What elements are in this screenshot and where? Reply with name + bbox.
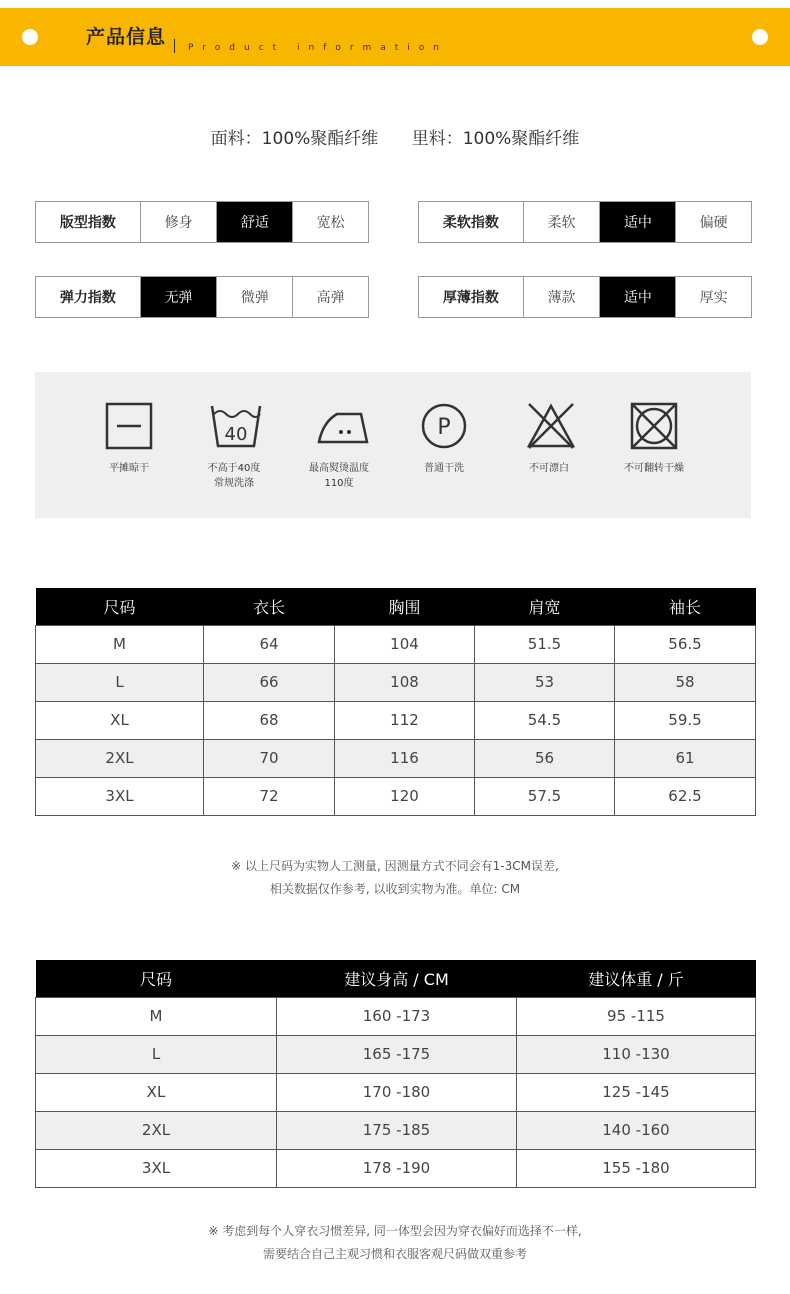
thickness-index-label: 厚薄指数 bbox=[442, 290, 499, 306]
thickness-option[interactable]: 薄款 bbox=[523, 277, 600, 317]
table-cell: L bbox=[36, 663, 204, 701]
lining-fabric: 里料：100%聚酯纤维 bbox=[411, 129, 580, 149]
elasticity-index bbox=[35, 276, 369, 318]
elasticity-option[interactable]: 微弹 bbox=[216, 277, 292, 317]
care-label: 不可翻转干燥 bbox=[624, 463, 684, 474]
banner-dot-left bbox=[22, 29, 38, 45]
softness-option[interactable]: 柔软 bbox=[523, 202, 600, 242]
table-cell: 116 bbox=[335, 739, 475, 777]
table-cell: 56 bbox=[475, 739, 615, 777]
fit-index-label: 版型指数 bbox=[59, 215, 116, 231]
table-row bbox=[36, 701, 756, 739]
dry-clean-p-icon bbox=[420, 402, 468, 450]
fit-index bbox=[35, 201, 369, 243]
svg-text:P: P bbox=[437, 415, 451, 440]
table-cell: 3XL bbox=[36, 777, 204, 815]
column-header: 建议体重 / 斤 bbox=[517, 960, 756, 997]
fit-option[interactable]: 舒适 bbox=[216, 202, 292, 242]
table-cell: 170 -180 bbox=[277, 1073, 517, 1111]
banner-dot-right bbox=[752, 29, 768, 45]
table-row bbox=[36, 1111, 756, 1149]
table-cell: XL bbox=[36, 1073, 277, 1111]
table-cell: 59.5 bbox=[615, 701, 756, 739]
title-separator bbox=[174, 39, 175, 53]
table-cell: 165 -175 bbox=[277, 1035, 517, 1073]
fabric-composition bbox=[0, 124, 790, 149]
table-header-row bbox=[36, 588, 756, 625]
care-label: 最高熨烫温度 110度 bbox=[309, 463, 369, 489]
table-cell: 104 bbox=[335, 625, 475, 663]
table-row bbox=[36, 739, 756, 777]
size-measurement-table bbox=[35, 588, 756, 816]
column-header: 衣长 bbox=[204, 588, 335, 625]
svg-text:40: 40 bbox=[224, 424, 248, 445]
table-cell: 66 bbox=[204, 663, 335, 701]
column-header: 胸围 bbox=[335, 588, 475, 625]
thickness-option[interactable]: 厚实 bbox=[675, 277, 751, 317]
table-cell: 120 bbox=[335, 777, 475, 815]
iron-icon bbox=[315, 402, 371, 450]
table-cell: 3XL bbox=[36, 1149, 277, 1187]
care-instructions bbox=[35, 372, 751, 518]
table-row bbox=[36, 1073, 756, 1111]
fit-note: ※ 考虑到每个人穿衣习惯差异, 同一体型会因为穿衣偏好而选择不一样, 需要结合自己主观习惯和衣服客观尺码做双重参考 bbox=[208, 1224, 582, 1261]
table-cell: 2XL bbox=[36, 739, 204, 777]
no-tumble-dry-icon bbox=[630, 402, 678, 450]
softness-option[interactable]: 偏硬 bbox=[675, 202, 751, 242]
table-cell: 64 bbox=[204, 625, 335, 663]
table-cell: 61 bbox=[615, 739, 756, 777]
table-cell: 51.5 bbox=[475, 625, 615, 663]
table-cell: 125 -145 bbox=[517, 1073, 756, 1111]
size-note: ※ 以上尺码为实物人工测量, 因测量方式不同会有1-3CM误差, 相关数据仅作参考, 以收到实物为准。单位: CM bbox=[231, 859, 559, 896]
thickness-index bbox=[418, 276, 752, 318]
care-label: 不高于40度 常规洗涤 bbox=[207, 463, 261, 489]
table-cell: 57.5 bbox=[475, 777, 615, 815]
table-row bbox=[36, 625, 756, 663]
table-row bbox=[36, 1149, 756, 1187]
table-cell: XL bbox=[36, 701, 204, 739]
table-cell: M bbox=[36, 997, 277, 1035]
thickness-option[interactable]: 适中 bbox=[599, 277, 675, 317]
no-bleach-icon bbox=[525, 402, 577, 450]
table-cell: 160 -173 bbox=[277, 997, 517, 1035]
table-row bbox=[36, 663, 756, 701]
table-cell: 68 bbox=[204, 701, 335, 739]
care-label: 平摊晾干 bbox=[109, 463, 149, 474]
table-row bbox=[36, 997, 756, 1035]
softness-index bbox=[418, 201, 752, 243]
table-cell: 140 -160 bbox=[517, 1111, 756, 1149]
table-cell: 175 -185 bbox=[277, 1111, 517, 1149]
table-row bbox=[36, 777, 756, 815]
softness-index-label: 柔软指数 bbox=[442, 215, 499, 231]
softness-option[interactable]: 适中 bbox=[599, 202, 675, 242]
elasticity-option[interactable]: 无弹 bbox=[140, 277, 217, 317]
table-cell: 56.5 bbox=[615, 625, 756, 663]
table-header-row bbox=[36, 960, 756, 997]
table-row bbox=[36, 1035, 756, 1073]
table-cell: 110 -130 bbox=[517, 1035, 756, 1073]
table-cell: 53 bbox=[475, 663, 615, 701]
table-cell: M bbox=[36, 625, 204, 663]
recommended-size-table bbox=[35, 960, 756, 1188]
table-cell: 155 -180 bbox=[517, 1149, 756, 1187]
table-cell: 95 -115 bbox=[517, 997, 756, 1035]
table-cell: L bbox=[36, 1035, 277, 1073]
elasticity-index-label: 弹力指数 bbox=[59, 290, 116, 306]
table-cell: 72 bbox=[204, 777, 335, 815]
wash-40-icon bbox=[210, 402, 262, 450]
shell-fabric: 面料：100%聚酯纤维 bbox=[210, 129, 379, 149]
column-header: 建议身高 / CM bbox=[277, 960, 517, 997]
care-label: 普通干洗 bbox=[424, 463, 464, 474]
column-header: 尺码 bbox=[36, 960, 277, 997]
table-cell: 54.5 bbox=[475, 701, 615, 739]
page-title: 产品信息 bbox=[86, 26, 167, 48]
fit-option[interactable]: 宽松 bbox=[292, 202, 368, 242]
column-header: 袖长 bbox=[615, 588, 756, 625]
flat-dry-icon bbox=[105, 402, 153, 450]
table-cell: 2XL bbox=[36, 1111, 277, 1149]
table-cell: 58 bbox=[615, 663, 756, 701]
fit-option[interactable]: 修身 bbox=[140, 202, 217, 242]
table-cell: 70 bbox=[204, 739, 335, 777]
table-cell: 178 -190 bbox=[277, 1149, 517, 1187]
table-cell: 112 bbox=[335, 701, 475, 739]
elasticity-option[interactable]: 高弹 bbox=[292, 277, 368, 317]
header-banner bbox=[0, 8, 790, 66]
column-header: 肩宽 bbox=[475, 588, 615, 625]
care-label: 不可漂白 bbox=[529, 463, 569, 474]
table-cell: 62.5 bbox=[615, 777, 756, 815]
page-subtitle: Product information bbox=[188, 43, 448, 53]
table-cell: 108 bbox=[335, 663, 475, 701]
column-header: 尺码 bbox=[36, 588, 204, 625]
